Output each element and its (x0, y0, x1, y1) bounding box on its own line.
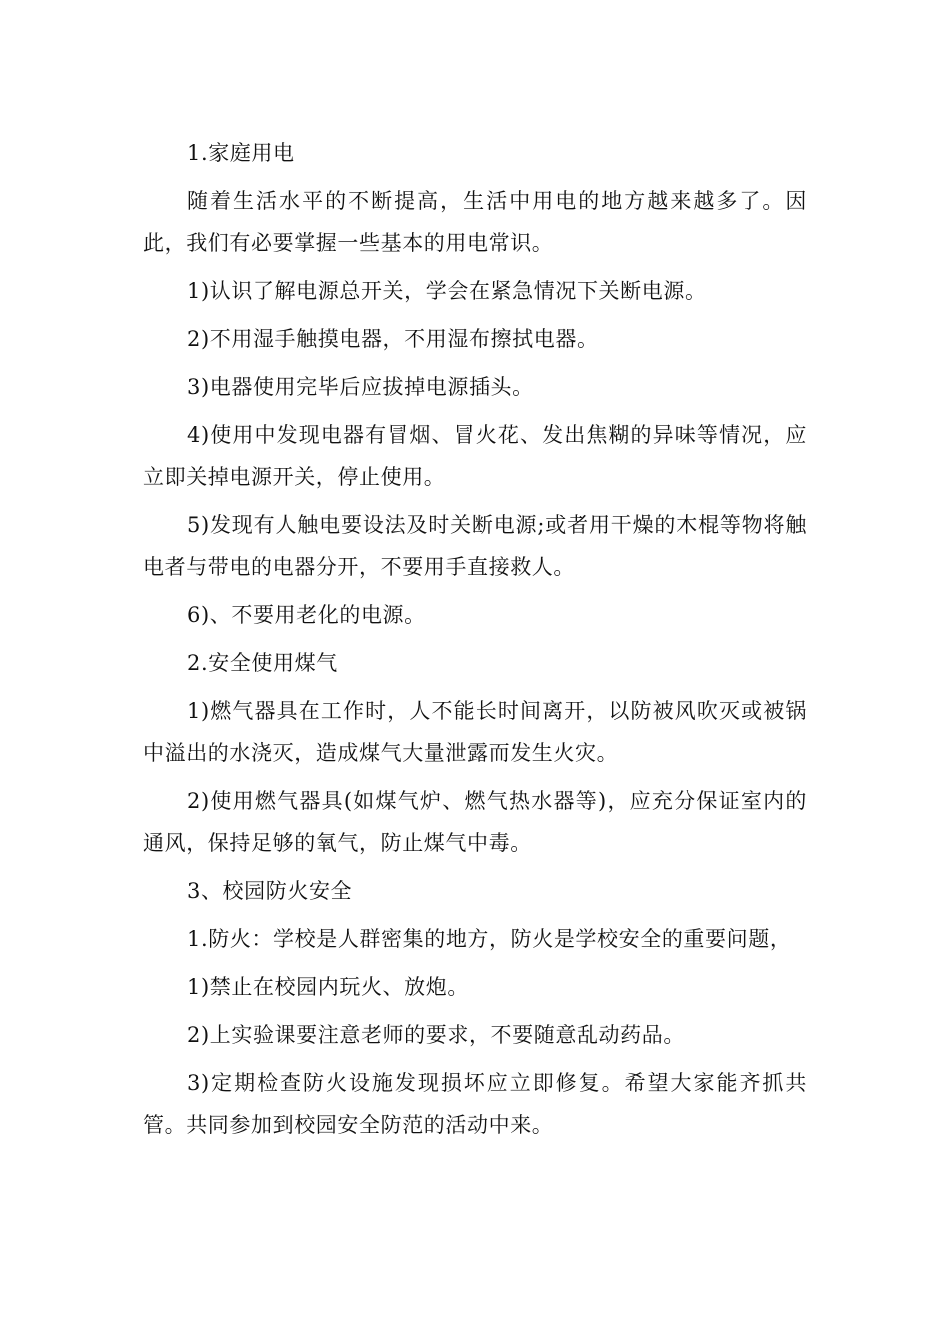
document-body (143, 132, 807, 1152)
heading-gas-safety: 2.安全使用煤气 (187, 651, 338, 675)
list-item-fire-2: 2)上实验课要注意老师的要求，不要随意乱动药品。 (187, 1023, 685, 1047)
list-item-electricity-1: 1)认识了解电源总开关，学会在紧急情况下关断电源。 (187, 279, 707, 303)
list-item-electricity-5: 5)发现有人触电要设法及时关断电源;或者用干燥的木棍等物将触电者与带电的电器分开，不要用手直接救人。 (143, 513, 807, 579)
list-item-electricity-3: 3)电器使用完毕后应拔掉电源插头。 (187, 375, 534, 399)
list-item-fire-1: 1)禁止在校园内玩火、放炮。 (187, 975, 469, 999)
heading-campus-fire-safety: 3、校园防火安全 (187, 879, 353, 903)
paragraph-intro-electricity: 随着生活水平的不断提高，生活中用电的地方越来越多了。因此，我们有必要掌握一些基本的用电常识。 (143, 189, 807, 255)
list-item-gas-1: 1)燃气器具在工作时，人不能长时间离开，以防被风吹灭或被锅中溢出的水浇灭，造成煤气大量泄露而发生火灾。 (143, 699, 807, 765)
list-item-electricity-2: 2)不用湿手触摸电器，不用湿布擦拭电器。 (187, 327, 599, 351)
paragraph-fire-prevention: 1.防火：学校是人群密集的地方，防火是学校安全的重要问题， (187, 927, 792, 951)
list-item-electricity-6: 6)、不要用老化的电源。 (187, 603, 426, 627)
list-item-electricity-4: 4)使用中发现电器有冒烟、冒火花、发出焦糊的异味等情况，应立即关掉电源开关，停止使用。 (143, 423, 807, 489)
heading-household-electricity: 1.家庭用电 (187, 141, 295, 165)
list-item-gas-2: 2)使用燃气器具(如煤气炉、燃气热水器等)，应充分保证室内的通风，保持足够的氧气，防止煤气中毒。 (143, 789, 807, 855)
list-item-fire-3: 3)定期检查防火设施发现损坏应立即修复。希望大家能齐抓共管。共同参加到校园安全防范的活动中来。 (143, 1071, 807, 1137)
